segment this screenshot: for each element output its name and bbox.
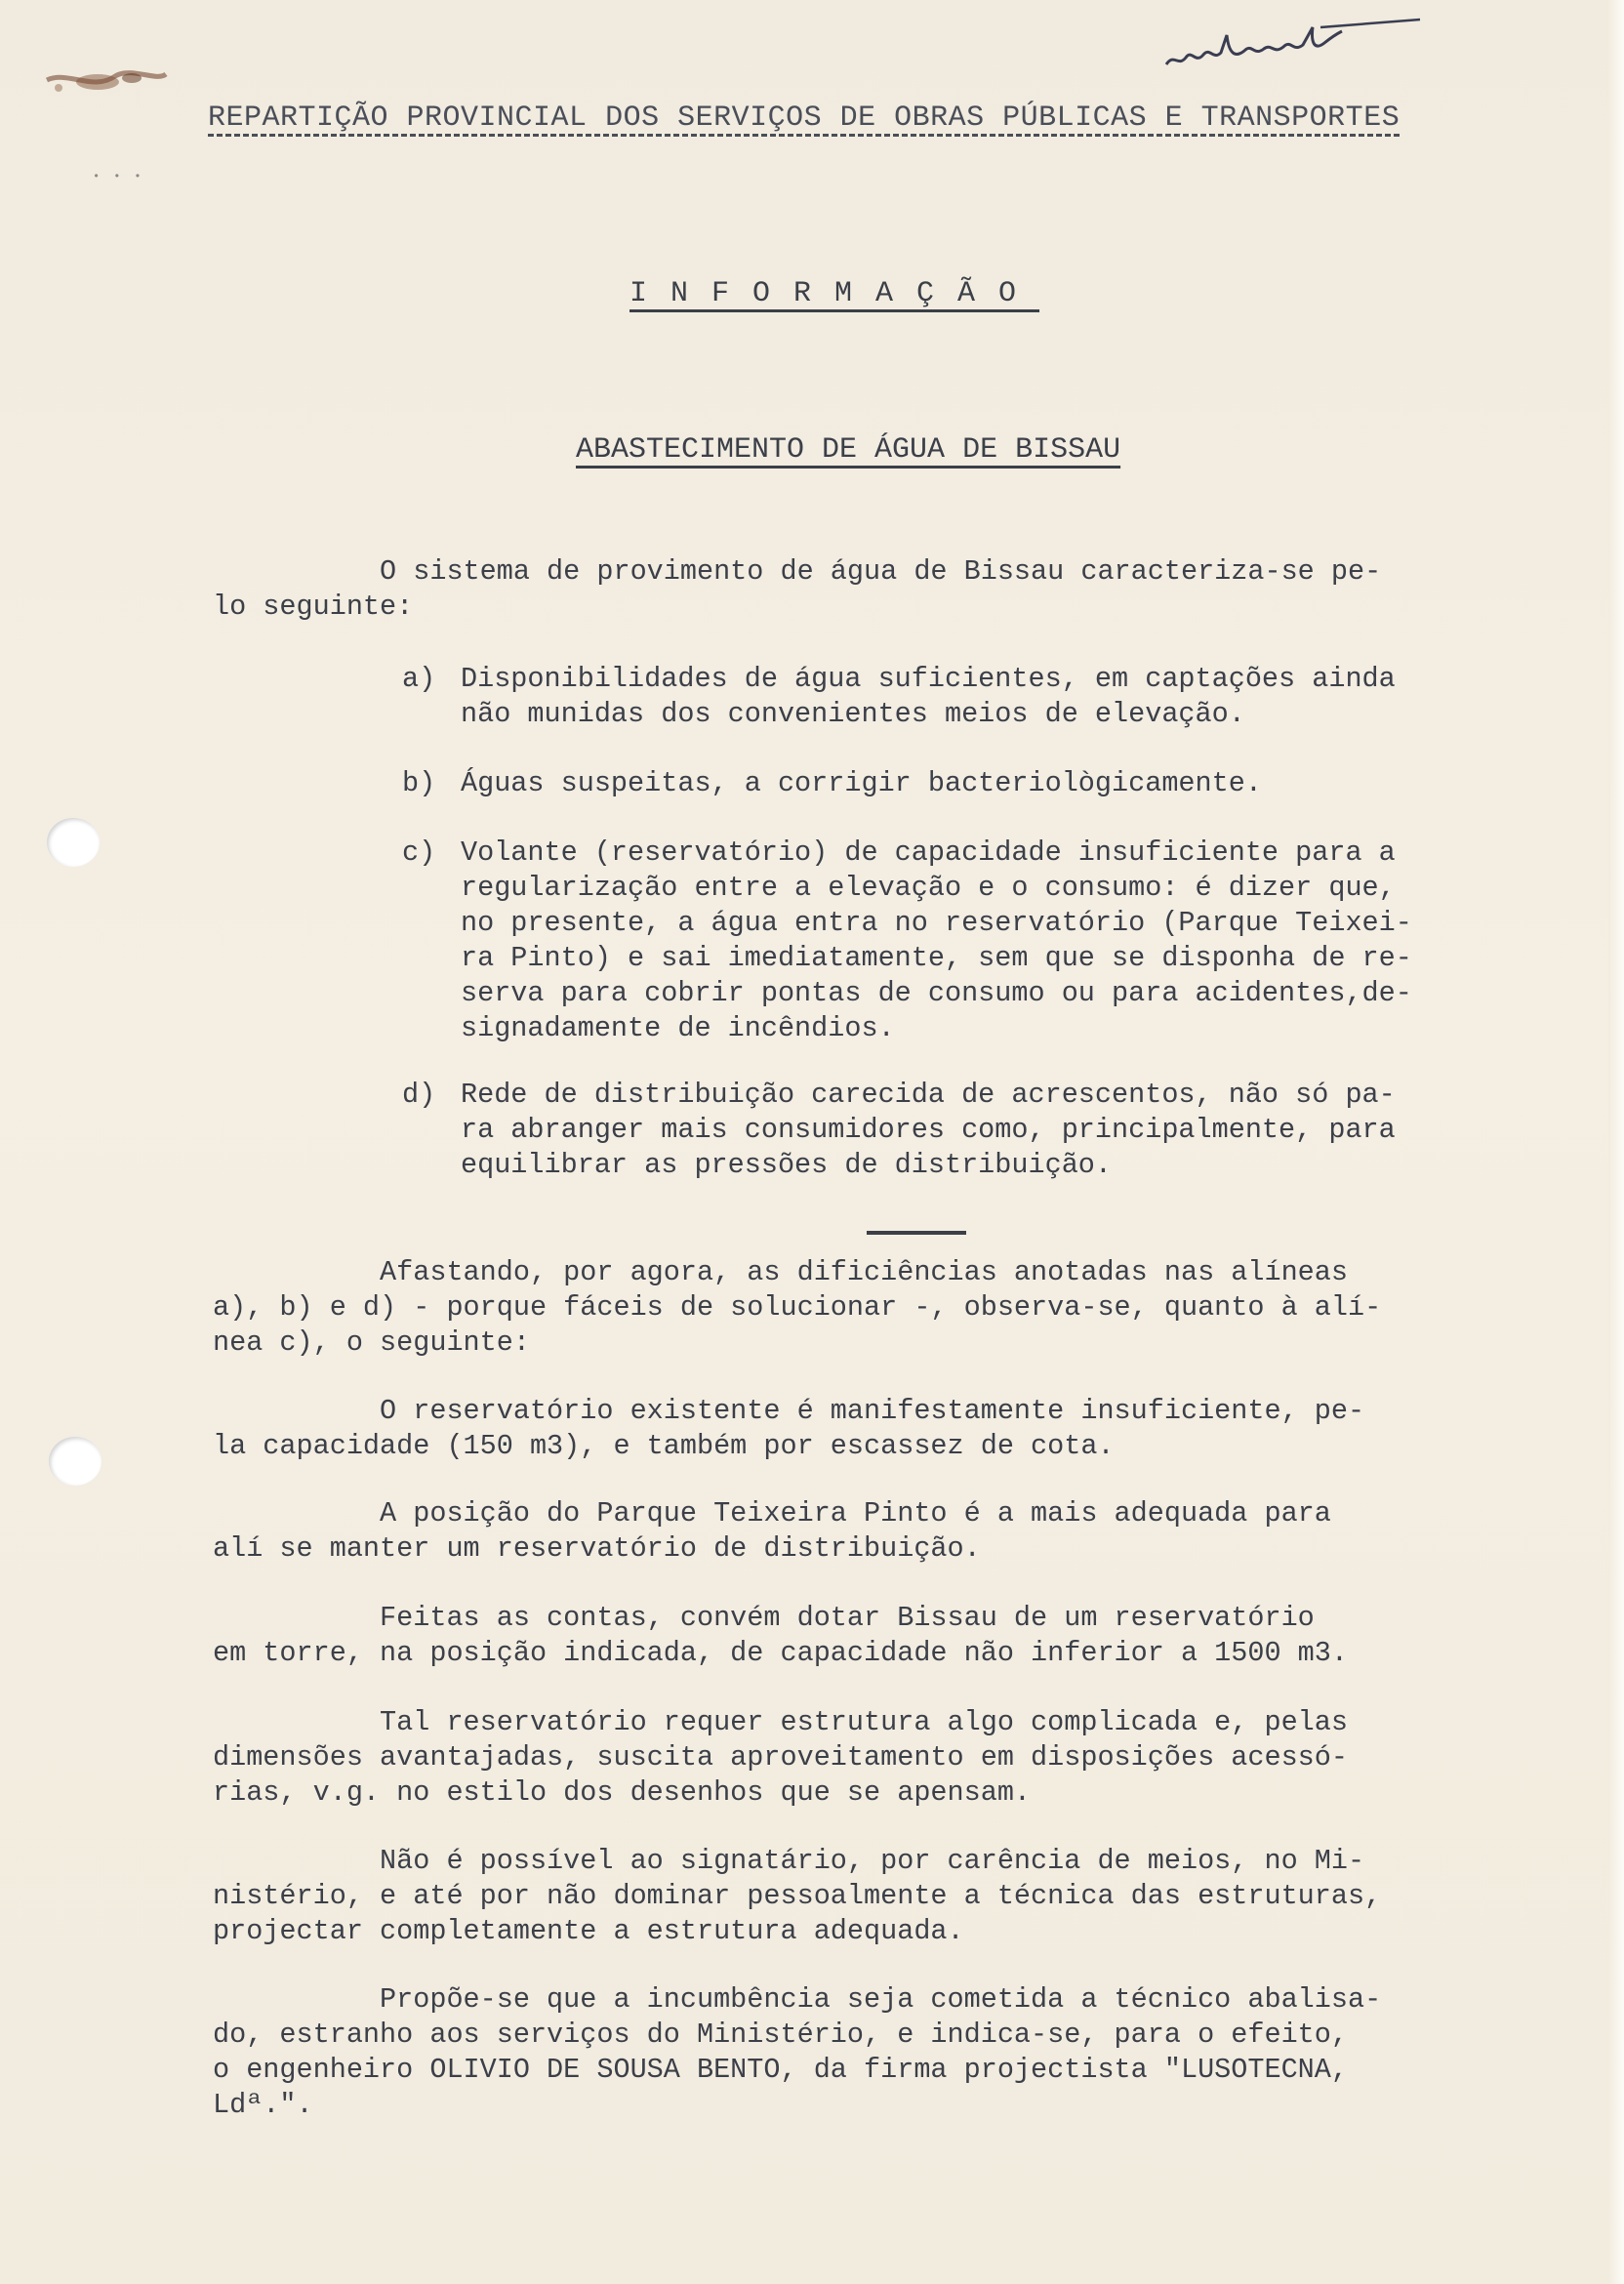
body-paragraph: A posição do Parque Teixeira Pinto é a mais adequada para alí se manter um reservatório de distribuição. xyxy=(213,1497,1331,1565)
list-letter: c) xyxy=(402,836,436,869)
punch-hole xyxy=(49,1437,102,1486)
page-edge xyxy=(1608,0,1624,2284)
body-paragraph: Não é possível ao signatário, por carência de meios, no Mi- nistério, e até por não dominar pessoalmente a técnica das estruturas, projectar completamente a estrutura adequada. xyxy=(213,1845,1382,1947)
list-text: Águas suspeitas, a corrigir bacteriològicamente. xyxy=(461,767,1262,799)
body-paragraph: O reservatório existente é manifestamente insuficiente, pe- la capacidade (150 m3), e também por escassez de cota. xyxy=(213,1395,1365,1462)
intro-paragraph: O sistema de provimento de água de Bissau caracteriza-se pe- lo seguinte: xyxy=(213,555,1382,623)
list-item-a xyxy=(402,662,1573,732)
list-item-b xyxy=(402,766,1573,801)
agency-header: REPARTIÇÃO PROVINCIAL DOS SERVIÇOS DE OBRAS PÚBLICAS E TRANSPORTES xyxy=(208,102,1401,135)
body-paragraph: Tal reservatório requer estrutura algo complicada e, pelas dimensões avantajadas, suscita aproveitamento em disposições acessó- rias, v.g. no estilo dos desenhos que se apensam. xyxy=(213,1706,1348,1809)
section-divider xyxy=(867,1231,966,1235)
punch-hole xyxy=(47,818,100,867)
body-paragraph: Afastando, por agora, as dificiências anotadas nas alíneas a), b) e d) - porque fáceis de solucionar -, observa-se, quanto à alí- nea c), o seguinte: xyxy=(213,1256,1382,1359)
list-letter: d) xyxy=(402,1079,436,1111)
list-text: Volante (reservatório) de capacidade insuficiente para a regularização entre a elevação e o consumo: é dizer que, no presente, a água entra no reservatório (Parque Teixei- ra Pinto) e sai imediatamente, sem que se disponha de re- serva para cobrir pontas de consumo ou para acidentes,de- signadamente de incêndios. xyxy=(461,836,1412,1044)
body-paragraph: Propõe-se que a incumbência seja cometida a técnico abalisa- do, estranho aos serviços do Ministério, e indica-se, para o efeito, o engenheiro OLIVIO DE SOUSA BENTO, da firma projectista "LUSOTECNA, Ldª.". xyxy=(213,1983,1382,2121)
document-title: INFORMAÇÃO xyxy=(629,277,1040,310)
rust-stain-mark xyxy=(39,62,176,121)
handwritten-signature xyxy=(1157,14,1425,82)
list-letter: a) xyxy=(402,663,436,695)
list-letter: b) xyxy=(402,767,436,799)
faint-marks: ••• xyxy=(93,170,155,184)
body-paragraph: Feitas as contas, convém dotar Bissau de um reservatório em torre, na posição indicada, de capacidade não inferior a 1500 m3. xyxy=(213,1602,1348,1669)
document-subject: ABASTECIMENTO DE ÁGUA DE BISSAU xyxy=(576,433,1121,467)
list-text: Disponibilidades de água suficientes, em captações ainda não munidas dos convenientes meios de elevação. xyxy=(461,663,1396,730)
list-item-c xyxy=(402,836,1573,1046)
list-text: Rede de distribuição carecida de acrescentos, não só pa- ra abranger mais consumidores como, principalmente, para equilibrar as pressões de distribuição. xyxy=(461,1079,1396,1181)
list-item-d xyxy=(402,1078,1573,1183)
